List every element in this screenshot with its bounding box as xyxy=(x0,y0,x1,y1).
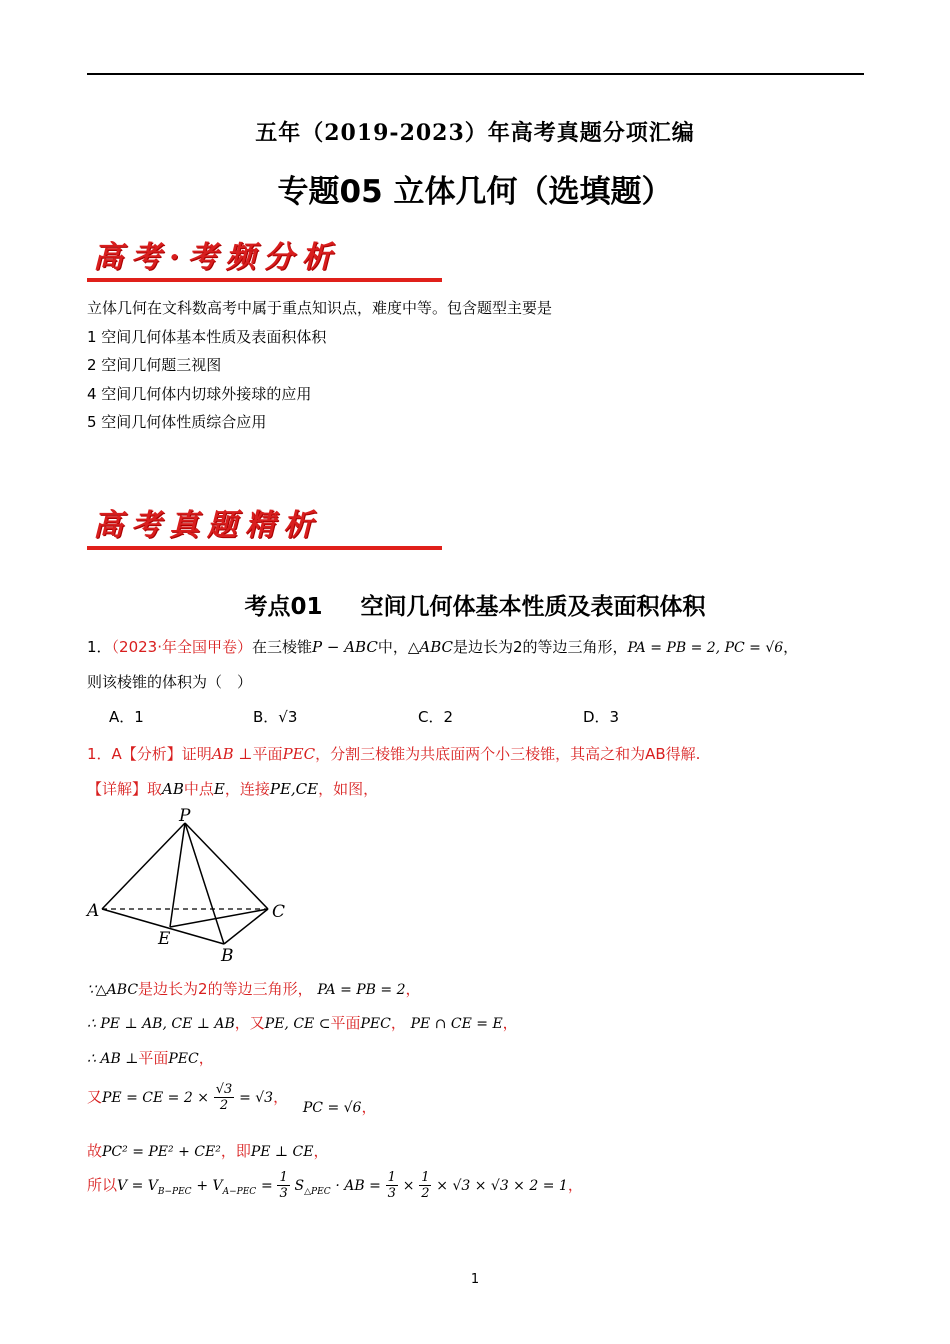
fraction xyxy=(214,1082,235,1113)
math-expr: PA = PB = 2 xyxy=(317,982,406,998)
solution-text: 故 xyxy=(87,1142,103,1160)
fraction xyxy=(277,1170,289,1201)
label-C: C xyxy=(272,902,286,922)
solution-text: 平面 xyxy=(138,1049,169,1067)
fraction-numerator: 1 xyxy=(387,1170,396,1185)
math-expr: + V xyxy=(196,1178,223,1194)
solution-text: ， xyxy=(313,1142,329,1160)
edge-PB xyxy=(185,823,224,944)
solution-text: ， xyxy=(405,980,421,998)
fraction-numerator: 1 xyxy=(279,1170,288,1185)
math-expr: ∴ AB ⊥ xyxy=(87,1051,139,1067)
fraction-denominator: 3 xyxy=(279,1186,288,1201)
fraction-denominator: 3 xyxy=(387,1186,396,1201)
banner-exam-text: 高考真题精析 xyxy=(93,508,321,543)
solution-analysis xyxy=(87,743,700,764)
solution-text: ，又 xyxy=(234,1014,265,1032)
math-expr: E xyxy=(213,780,225,798)
step-3 xyxy=(87,1047,214,1068)
fraction-numerator: 1 xyxy=(421,1170,430,1185)
math-expr: PC = √6 xyxy=(302,1100,362,1116)
solution-text: 1．A【分析】证明 xyxy=(87,745,212,763)
math-expr: × xyxy=(402,1178,415,1194)
edge-PE xyxy=(170,823,185,927)
math-expr: P − ABC xyxy=(312,638,378,656)
math-expr: PE ∩ CE = E xyxy=(410,1016,503,1032)
edge-PA xyxy=(102,823,185,909)
banner-analysis xyxy=(87,232,442,282)
topic-heading xyxy=(0,588,950,621)
topic-name: 空间几何体基本性质及表面积体积 xyxy=(360,594,706,620)
solution-text: ， xyxy=(198,1049,214,1067)
option-c: C．2 xyxy=(418,708,454,726)
edge-PC xyxy=(185,823,268,909)
option-a: A．1 xyxy=(109,708,144,726)
fraction xyxy=(419,1170,431,1201)
solution-text: ， xyxy=(567,1176,583,1194)
math-expr: PE, CE ⊂ xyxy=(264,1016,331,1032)
math-expr: AB xyxy=(162,780,184,798)
pyramid-figure xyxy=(84,804,294,964)
solution-text: ，即 xyxy=(220,1142,251,1160)
topic-label: 考点01 xyxy=(244,594,323,620)
solution-text: 平面 xyxy=(330,1014,361,1032)
math-expr: PE = CE = 2 × xyxy=(102,1090,209,1106)
series-title: 五年（2019-2023）年高考真题分项汇编 xyxy=(255,120,695,146)
intro-summary: 立体几何在文科数高考中属于重点知识点，难度中等。包含题型主要是 xyxy=(87,299,553,317)
intro-item: 1 空间几何体基本性质及表面积体积 xyxy=(87,327,327,346)
question-number: 1． xyxy=(87,638,112,656)
edge-BC xyxy=(224,909,268,944)
top-rule xyxy=(87,73,864,75)
solution-text: 是边长为2的等边三角形， xyxy=(138,980,313,998)
solution-text: ， xyxy=(502,1014,518,1032)
solution-text: ，如图， xyxy=(318,780,379,798)
solution-text: 中点 xyxy=(183,780,214,798)
math-expr: PE,CE xyxy=(269,780,319,798)
stem-text: 是边长为2的等边三角形， xyxy=(453,638,628,656)
option-b: B．√3 xyxy=(253,708,298,726)
math-expr: = xyxy=(260,1178,273,1194)
banner-underline xyxy=(87,546,442,550)
math-expr: △ABC xyxy=(407,638,453,656)
math-expr: PC² = PE² + CE² xyxy=(102,1144,221,1160)
solution-text: 所以 xyxy=(87,1176,118,1194)
banner-underline xyxy=(87,278,442,282)
math-expr: S xyxy=(294,1178,305,1194)
banner-analysis-text: 高考·考频分析 xyxy=(93,240,340,275)
option-d: D．3 xyxy=(583,708,620,726)
step-4 xyxy=(87,1082,377,1116)
math-expr: V = V xyxy=(117,1178,158,1194)
math-subscript: △PEC xyxy=(304,1187,331,1197)
stem-text: ， xyxy=(783,638,799,656)
math-expr: PEC xyxy=(168,1051,199,1067)
intro-item: 5 空间几何体性质综合应用 xyxy=(87,413,267,431)
solution-text: 平面 xyxy=(252,745,283,763)
math-expr: = √3 xyxy=(239,1090,274,1106)
step-6 xyxy=(87,1170,583,1201)
step-5 xyxy=(87,1140,329,1161)
label-P: P xyxy=(179,806,191,826)
math-expr: PA = PB = 2, PC = √6 xyxy=(627,640,784,656)
fraction xyxy=(386,1170,398,1201)
fraction-denominator: 2 xyxy=(219,1098,229,1113)
solution-detail xyxy=(87,778,378,799)
solution-text: ， xyxy=(390,1014,406,1032)
math-expr: × √3 × √3 × 2 = 1 xyxy=(436,1178,568,1194)
solution-text: ， xyxy=(273,1088,289,1106)
step-2 xyxy=(87,1012,518,1033)
math-expr: PEC xyxy=(282,745,316,763)
solution-text: ，连接 xyxy=(224,780,270,798)
banner-exam xyxy=(87,500,442,550)
fraction-numerator: √3 xyxy=(215,1082,233,1097)
page-title: 专题05 立体几何（选填题） xyxy=(277,174,673,210)
math-subscript: A−PEC xyxy=(222,1187,257,1197)
label-E: E xyxy=(158,929,171,949)
stem-text: 在三棱锥 xyxy=(252,638,313,656)
solution-text: 又 xyxy=(87,1088,103,1106)
math-expr: PEC xyxy=(360,1016,391,1032)
intro-item: 4 空间几何体内切球外接球的应用 xyxy=(87,384,312,403)
label-A: A xyxy=(87,901,100,921)
math-subscript: B−PEC xyxy=(157,1187,192,1197)
math-expr: · AB = xyxy=(335,1178,381,1194)
solution-text: 【详解】取 xyxy=(87,780,163,798)
fraction-denominator: 2 xyxy=(421,1186,430,1201)
question-source: （2023·年全国甲卷） xyxy=(111,638,252,656)
math-expr: AB ⊥ xyxy=(211,745,253,763)
solution-text: ，分割三棱锥为共底面两个小三棱锥，其高之和为AB得解. xyxy=(315,745,701,763)
step-1 xyxy=(87,978,421,999)
math-expr: ∵△ABC xyxy=(87,982,139,998)
solution-text: ， xyxy=(361,1098,377,1116)
intro-section xyxy=(87,294,552,437)
math-expr: ∴ PE ⊥ AB, CE ⊥ AB xyxy=(87,1016,235,1032)
page-number: 1 xyxy=(470,1272,480,1287)
edge-EC xyxy=(170,909,268,927)
question-stem xyxy=(87,636,798,657)
label-B: B xyxy=(221,946,234,964)
stem-text: 中， xyxy=(377,638,408,656)
intro-item: 2 空间几何题三视图 xyxy=(87,356,222,374)
math-expr: PE ⊥ CE xyxy=(250,1144,314,1160)
question-stem-line2: 则该棱锥的体积为（ ） xyxy=(87,673,253,691)
